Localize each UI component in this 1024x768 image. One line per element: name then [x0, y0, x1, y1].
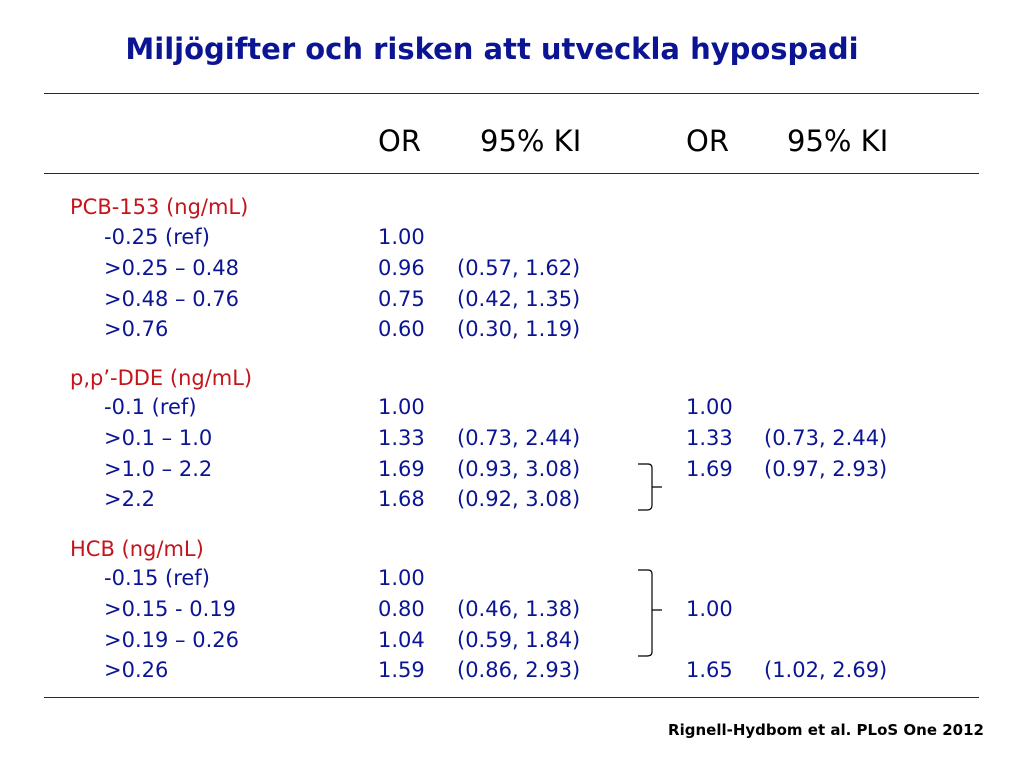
row-or-2: 1.33: [686, 426, 733, 450]
header-or-1: OR: [378, 124, 421, 158]
row-or-1: 0.60: [378, 317, 425, 341]
row-ci-1: (0.92, 3.08): [457, 487, 581, 511]
row-label: -0.15 (ref): [104, 566, 210, 590]
row-or-2: 1.00: [686, 597, 733, 621]
header-ci-1: 95% KI: [480, 124, 582, 158]
row-label: >0.19 – 0.26: [104, 628, 239, 652]
row-label: >0.25 – 0.48: [104, 256, 239, 280]
page-title: Miljögifter och risken att utveckla hypospadi: [125, 32, 859, 66]
row-label: -0.1 (ref): [104, 395, 197, 419]
citation: Rignell-Hydbom et al. PLoS One 2012: [668, 721, 984, 739]
section-title-dde: p,p’-DDE (ng/mL): [70, 366, 253, 390]
header-or-2: OR: [686, 124, 729, 158]
dde-bracket: [638, 464, 662, 510]
section-title-pcb: PCB-153 (ng/mL): [70, 195, 249, 219]
row-or-1: 1.33: [378, 426, 425, 450]
row-label: >0.48 – 0.76: [104, 287, 239, 311]
hcb-bracket: [638, 570, 662, 656]
row-label: >0.15 - 0.19: [104, 597, 237, 621]
row-or-1: 1.00: [378, 225, 425, 249]
row-label: >0.26: [104, 658, 169, 682]
row-or-1: 0.75: [378, 287, 425, 311]
row-ci-1: (0.30, 1.19): [457, 317, 581, 341]
bottom-rule: [44, 697, 979, 698]
row-ci-1: (0.93, 3.08): [457, 457, 581, 481]
row-or-2: 1.00: [686, 395, 733, 419]
row-or-1: 0.80: [378, 597, 425, 621]
row-or-1: 1.04: [378, 628, 425, 652]
row-ci-2: (0.73, 2.44): [764, 426, 888, 450]
row-or-1: 1.00: [378, 566, 425, 590]
row-or-1: 1.00: [378, 395, 425, 419]
row-label: >2.2: [104, 487, 155, 511]
row-or-1: 0.96: [378, 256, 425, 280]
section-title-hcb: HCB (ng/mL): [70, 537, 204, 561]
row-ci-1: (0.57, 1.62): [457, 256, 581, 280]
row-ci-2: (1.02, 2.69): [764, 658, 888, 682]
row-or-1: 1.68: [378, 487, 425, 511]
row-or-2: 1.65: [686, 658, 733, 682]
row-label: >0.1 – 1.0: [104, 426, 213, 450]
row-ci-1: (0.46, 1.38): [457, 597, 581, 621]
row-label: -0.25 (ref): [104, 225, 210, 249]
row-or-2: 1.69: [686, 457, 733, 481]
header-ci-2: 95% KI: [787, 124, 889, 158]
row-ci-1: (0.86, 2.93): [457, 658, 581, 682]
row-or-1: 1.69: [378, 457, 425, 481]
row-ci-1: (0.59, 1.84): [457, 628, 581, 652]
row-label: >0.76: [104, 317, 169, 341]
row-ci-1: (0.42, 1.35): [457, 287, 581, 311]
row-ci-2: (0.97, 2.93): [764, 457, 888, 481]
row-ci-1: (0.73, 2.44): [457, 426, 581, 450]
row-or-1: 1.59: [378, 658, 425, 682]
row-label: >1.0 – 2.2: [104, 457, 213, 481]
